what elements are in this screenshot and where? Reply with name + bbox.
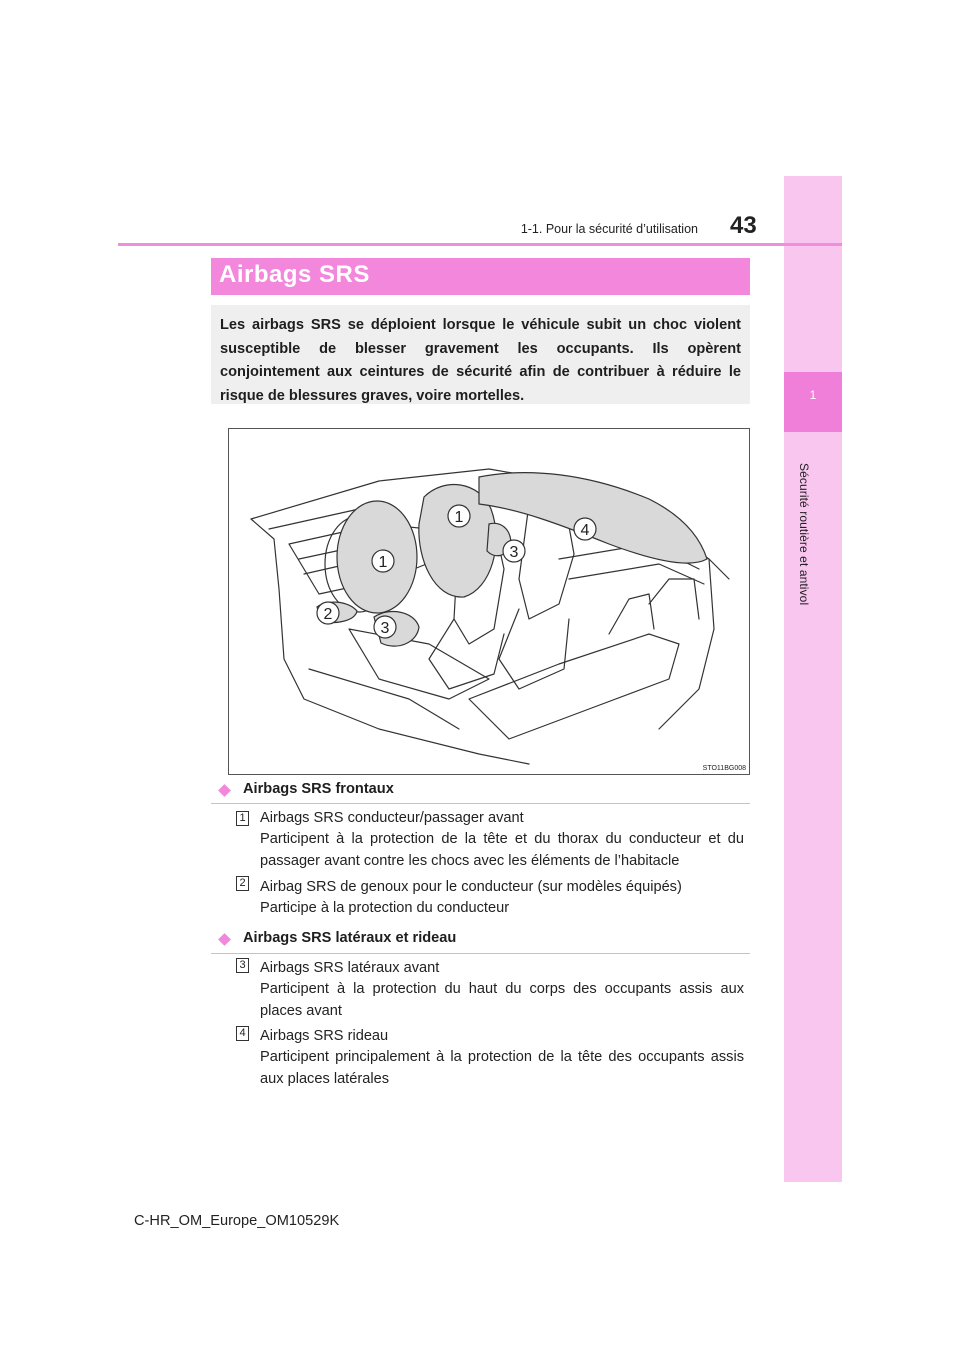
svg-text:3: 3 [380,620,390,637]
svg-text:1: 1 [454,509,464,526]
callout-1b [448,505,470,527]
callout-1a [372,550,394,572]
item-title: Airbag SRS de genoux pour le conducteur (sur modèles équipés) [260,879,682,895]
callout-3b [503,540,525,562]
section-heading-side: Airbags SRS latéraux et rideau [243,930,457,946]
svg-text:1: 1 [378,554,388,571]
chapter-label: Sécurité routière et antivol [797,463,811,606]
diamond-bullet-icon [218,933,231,946]
svg-text:2: 2 [323,606,333,623]
page-title: Airbags SRS [219,261,370,288]
item-number-badge: 1 [236,811,249,826]
svg-text:3: 3 [509,544,519,561]
item-number-badge: 3 [236,958,249,973]
airbag-illustration [228,428,750,775]
chapter-side-tab-active [784,372,842,432]
item-title: Airbags SRS latéraux avant [260,960,440,976]
chapter-number: 1 [809,388,817,402]
intro-text: Les airbags SRS se déploient lorsque le véhicule subit un choc violent susceptible de blesser gravement les occupants. Ils opèrent conjointement aux ceintures de sécurité afin de contribuer à réduire le risque de blessures graves, voire mortelles. [220,317,741,404]
svg-text:4: 4 [580,522,590,539]
section-rule-frontal [211,803,750,804]
item-number-badge: 4 [236,1026,249,1041]
diamond-bullet-icon [218,784,231,797]
callout-3a [374,616,396,638]
item-description: Participent à la protection du haut du corps des occupants assis aux places avant [260,981,744,1019]
callout-2 [317,602,339,624]
chapter-side-tab [784,176,842,1182]
callout-4 [574,518,596,540]
document-code: C-HR_OM_Europe_OM10529K [134,1213,340,1229]
item-description: Participe à la protection du conducteur [260,900,510,916]
car-interior-drawing [229,429,751,776]
page-number: 43 [730,212,757,239]
section-rule-side [211,953,750,954]
header-rule [118,243,842,246]
item-title: Airbags SRS rideau [260,1028,389,1044]
item-description: Participent principalement à la protection de la tête des occupants assis aux places latérales [260,1049,744,1087]
section-heading-frontal: Airbags SRS frontaux [243,781,394,797]
section-title: 1-1. Pour la sécurité d’utilisation [520,222,698,236]
item-number-badge: 2 [236,876,249,891]
item-title: Airbags SRS conducteur/passager avant [260,810,524,826]
illustration-code: STO11BG008 [702,765,746,772]
item-description: Participent à la protection de la tête et du thorax du conducteur et du passager avant contre les chocs avec les éléments de l’habitacle [260,831,744,869]
